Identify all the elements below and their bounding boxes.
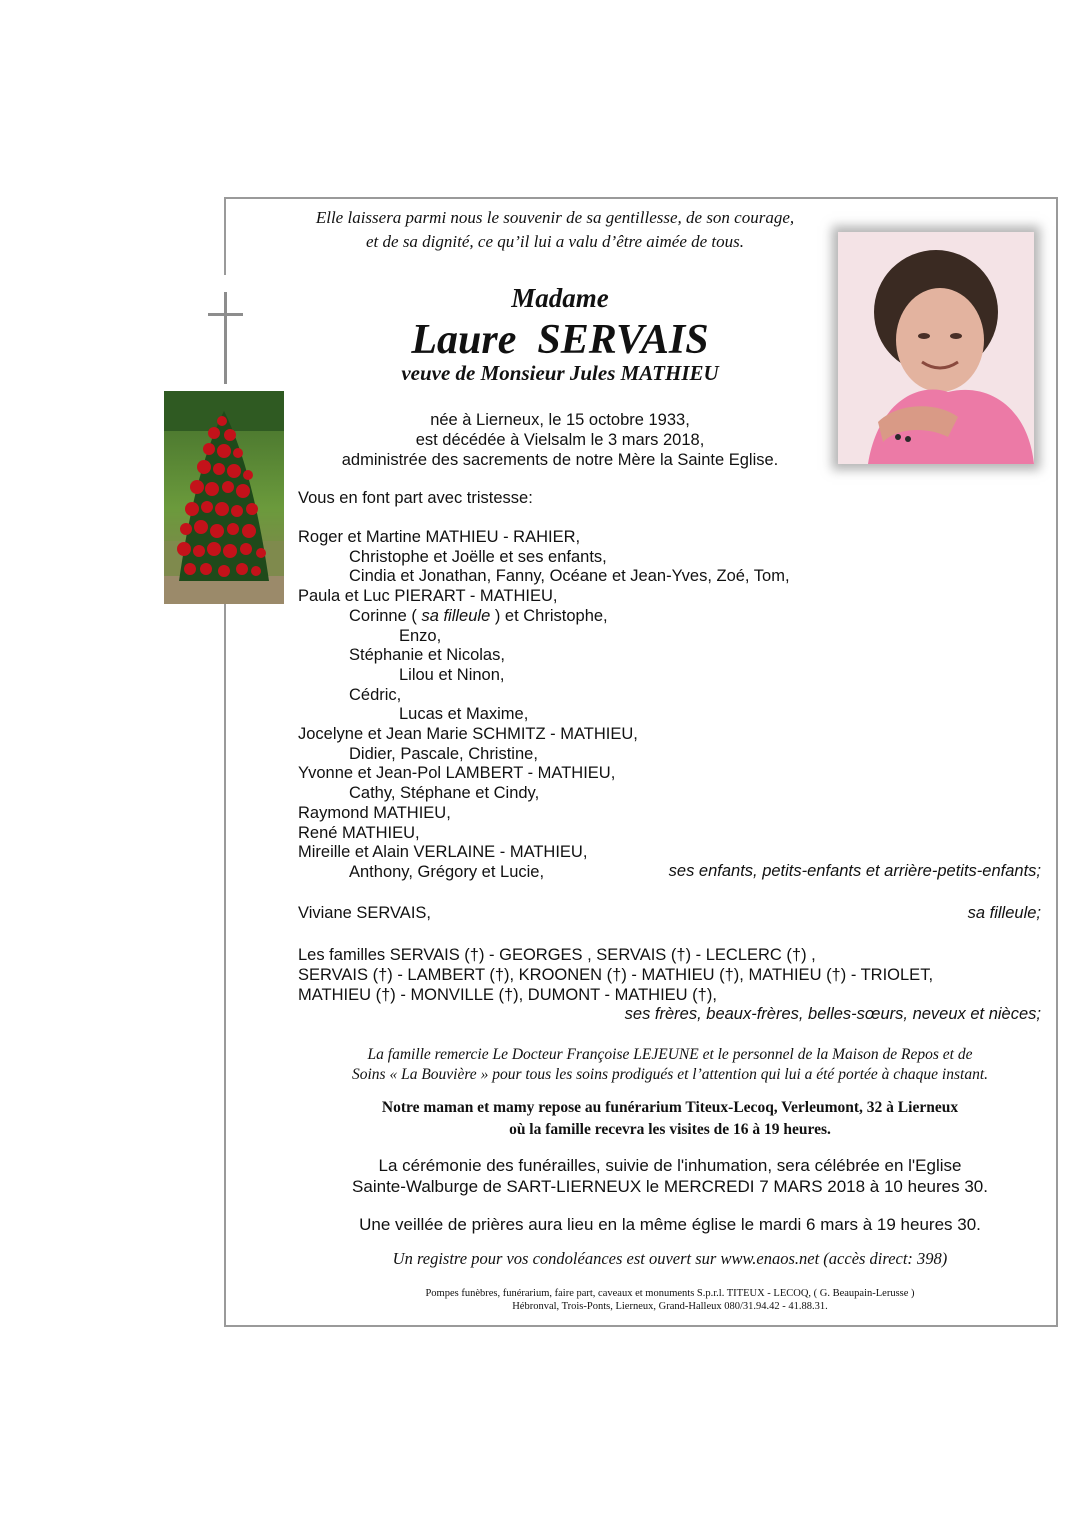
family-relation: ses enfants, petits-enfants et arrière-petits-enfants; bbox=[668, 862, 1041, 880]
family-member-line: Christophe et Joëlle et ses enfants, bbox=[349, 547, 607, 566]
family-member-line: Anthony, Grégory et Lucie, bbox=[349, 862, 545, 881]
widow-of: veuve de Monsieur Jules MATHIEU bbox=[401, 361, 719, 385]
opening-quote bbox=[230, 206, 880, 254]
frame-left-border-bottom bbox=[224, 604, 226, 1325]
family-member-line: Corinne ( sa filleule ) et Christophe, bbox=[349, 606, 608, 625]
deceased-name: Laure SERVAIS bbox=[411, 317, 709, 363]
family-member-line: Enzo, bbox=[399, 626, 442, 645]
ceremony-line: La cérémonie des funérailles, suivie de l'inhumation, sera célébrée en l'Eglise bbox=[378, 1156, 962, 1175]
family-member-line: Paula et Luc PIERART - MATHIEU, bbox=[298, 587, 558, 606]
birth-line: née à Lierneux, le 15 octobre 1933, bbox=[430, 411, 690, 429]
thanks-line: Soins « La Bouvière » pour tous les soins prodigués et l’attention qui lui a été portée à chaque instant. bbox=[351, 1066, 988, 1083]
thanks-text bbox=[260, 1045, 1075, 1085]
families-line: Les familles SERVAIS (†) - GEORGES , SERVAIS (†) - LECLERC (†) , bbox=[298, 946, 816, 964]
goddaughter-relation: sa filleule; bbox=[967, 904, 1041, 922]
family-member-line: Stéphanie et Nicolas, bbox=[349, 646, 505, 665]
title-madame: Madame bbox=[511, 283, 609, 313]
ceremony-line: Sainte-Walburge de SART-LIERNEUX le MERCREDI 7 MARS 2018 à 10 heures 30. bbox=[352, 1177, 988, 1196]
funeral-home-footer bbox=[260, 1287, 1075, 1313]
family-member-line: Jocelyne et Jean Marie SCHMITZ - MATHIEU, bbox=[298, 725, 638, 743]
birth-death-info bbox=[300, 410, 820, 470]
quote-line: et de sa dignité, ce qu’il lui a valu d’être aimée de tous. bbox=[366, 232, 744, 251]
family-member-line: René MATHIEU, bbox=[298, 823, 420, 842]
families-line: MATHIEU (†) - MONVILLE (†), DUMONT - MATHIEU (†), bbox=[298, 986, 717, 1004]
footer-line: Pompes funèbres, funérarium, faire part, caveaux et monuments S.p.r.l. TITEUX - LECOQ, ( G. Beaupain-Lerusse ) bbox=[425, 1288, 915, 1299]
family-member-line: Didier, Pascale, Christine, bbox=[349, 744, 538, 763]
portrait-photo bbox=[838, 232, 1034, 464]
family-member-line: Roger et Martine MATHIEU - RAHIER, bbox=[298, 528, 581, 546]
family-member-line: Yvonne et Jean-Pol LAMBERT - MATHIEU, bbox=[298, 764, 616, 783]
sacraments-line: administrée des sacrements de notre Mère la Sainte Eglise. bbox=[341, 451, 779, 469]
footer-line: Hébronval, Trois-Ponts, Lierneux, Grand-Halleux 080/31.94.42 - 41.88.31. bbox=[512, 1301, 828, 1312]
intro-text: Vous en font part avec tristesse: bbox=[298, 489, 533, 507]
quote-line: Elle laissera parmi nous le souvenir de sa gentillesse, de son courage, bbox=[315, 208, 795, 227]
families-relation: ses frères, beaux-frères, belles-sœurs, neveux et nièces; bbox=[624, 1005, 1041, 1023]
family-member-line: Cathy, Stéphane et Cindy, bbox=[349, 784, 540, 803]
families-line: SERVAIS (†) - LAMBERT (†), KROONEN (†) - MATHIEU (†), MATHIEU (†) - TRIOLET, bbox=[298, 966, 934, 984]
frame-left-border-top bbox=[224, 197, 226, 275]
repose-line: où la famille recevra les visites de 16 à 19 heures. bbox=[509, 1121, 831, 1138]
family-member-line: Raymond MATHIEU, bbox=[298, 803, 451, 822]
repose-info bbox=[260, 1097, 1075, 1141]
roses-image bbox=[164, 391, 284, 604]
thanks-line: La famille remercie Le Docteur Françoise LEJEUNE et le personnel de la Maison de Repos et de bbox=[367, 1046, 973, 1063]
registry-info: Un registre pour vos condoléances est ouvert sur www.enaos.net (accès direct: 398) bbox=[392, 1249, 948, 1268]
vigil-info: Une veillée de prières aura lieu en la même église le mardi 6 mars à 19 heures 30. bbox=[359, 1215, 981, 1234]
family-member-line: Lilou et Ninon, bbox=[399, 665, 505, 684]
repose-line: Notre maman et mamy repose au funérarium Titeux-Lecoq, Verleumont, 32 à Lierneux bbox=[381, 1099, 959, 1116]
family-member-line: Cindia et Jonathan, Fanny, Océane et Jean-Yves, Zoé, Tom, bbox=[349, 567, 790, 586]
ceremony-info bbox=[260, 1155, 1075, 1197]
death-line: est décédée à Vielsalm le 3 mars 2018, bbox=[415, 431, 705, 449]
family-member-line: Cédric, bbox=[349, 685, 402, 704]
goddaughter-name: Viviane SERVAIS, bbox=[298, 904, 431, 922]
family-member-line: Mireille et Alain VERLAINE - MATHIEU, bbox=[298, 843, 588, 862]
family-member-line: Lucas et Maxime, bbox=[399, 705, 529, 724]
